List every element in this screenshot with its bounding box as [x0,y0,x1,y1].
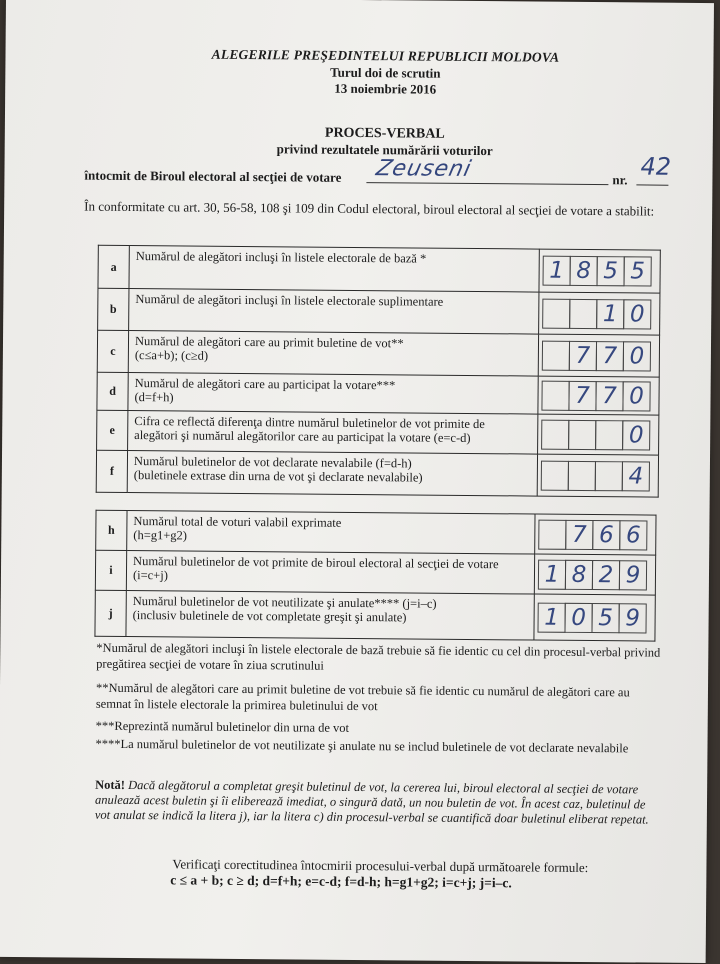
results-table-2 [94,510,656,642]
election-date: 13 noiembrie 2016 [334,80,437,97]
digit-boxes [539,519,655,550]
digit-box: 4 [622,461,650,491]
digit-box: 6 [619,520,647,550]
row-letter: c [97,330,128,372]
digit-boxes [538,602,654,633]
digit-boxes [539,559,655,590]
row-letter: h [96,510,127,550]
digit-box: 6 [592,520,620,550]
table-row-c [97,330,659,377]
digit-box [595,461,623,491]
row-text: Numărul de alegători incluşi în listele electorale de bază * [135,249,427,266]
row-description [126,550,534,594]
row-letter: j [95,590,126,636]
row-letter: f [96,450,127,492]
row-description [127,510,535,554]
station-number-line [636,184,668,185]
row-formula: (d=f+h) [134,390,174,405]
row-value [538,376,659,415]
note-paragraph [95,778,663,828]
digit-box: 7 [595,381,623,411]
row-text: Cifra ce reflectă diferenţa dintre numărul buletinelor de vot primite de alegători şi numărul alegătorilor care au participat la votare (e=c-d) [134,414,485,445]
digit-box [542,298,570,328]
digit-box: 8 [565,559,593,589]
digit-box: 7 [568,380,596,410]
drawn-by-label: întocmit de Biroul electoral al secţiei de votare [84,167,342,185]
digit-box: 1 [538,559,566,589]
station-number-handwritten: 42 [640,152,672,181]
table-row-b [98,288,660,335]
note-label: Notă! [95,777,126,792]
row-value [535,514,656,555]
digit-box: 8 [570,256,598,286]
footnote-4: ****La numărul buletinelor de vot neutilizate şi anulate nu se includ buletinele de vot declarate nevalabile [95,736,629,756]
row-value [534,594,655,641]
digit-box [541,460,569,490]
row-description [128,410,538,454]
row-description [126,590,534,640]
digit-box: 1 [596,299,624,329]
footnote-1: *Numărul de alegători incluşi în listele electorale de bază trebuie să fie identic cu cel din procesul-verbal privind pregătirea secţiei de votare în ziua scrutinului [96,640,661,673]
station-name-handwritten: Zeuseni [373,156,474,182]
digit-box: 7 [569,340,597,370]
digit-box [569,298,597,328]
digit-box [541,380,569,410]
digit-box: 9 [619,560,647,590]
table-row-h [96,510,656,555]
verification-formulas: c ≤ a + b; c ≥ d; d=f+h; e=c-d; f=d-h; h=g1+g2; i=c+j; j=i–c. [170,872,512,891]
row-value [539,292,660,335]
row-letter: d [97,372,128,410]
digit-box [542,340,570,370]
row-text: Numărul de alegători care au primit buletine de vot** [134,334,404,351]
row-formula: (c≤a+b); (c≥d) [134,348,209,363]
row-formula: (inclusiv buletinele de vot completate greşit şi anulate) [132,608,407,625]
footnote-3: ***Reprezintă numărul buletinelor din urna de vot [95,718,350,735]
row-description [127,450,537,496]
table-row-i [95,550,655,595]
row-formula: (buletinele extrase din urna de vot şi declarate nevalabile) [133,468,423,485]
row-description [128,372,538,414]
digit-box: 5 [597,256,625,286]
row-value [538,334,659,377]
digit-box [538,519,566,549]
digit-box: 1 [537,602,565,632]
digit-boxes [544,256,660,287]
row-letter: i [95,550,126,590]
digit-boxes [543,298,659,329]
table-row-f [96,450,658,497]
row-text: Numărul buletinelor de vot declarate nevalabile (f=d-h) [133,454,412,471]
row-text: Numărul de alegători incluşi în listele electorale suplimentare [135,292,444,309]
verification-text: Verificaţi corectitudinea întocmirii procesului-verbal după următoarele formule: [172,856,589,876]
row-value [534,554,655,595]
digit-box: 5 [591,603,619,633]
row-text: Numărul buletinelor de vot primite de biroul electoral al secţiei de votare (i=c+j) [132,554,499,583]
row-value [539,249,660,293]
note-text: Dacă alegătorul a completat greşit buletinul de vot, la cererea lui, biroul electoral al secţiei de votare anulează acest buletin şi îi eliberează imediat, o singură dată, un nou buletin de vot. În acest caz, buletinul de vot anulat se indică la litera j), iar la litera c) din procesul-verbal se cuantifică doar buletinul eliberat repetat. [94,778,649,827]
station-name-line [366,182,608,185]
digit-box: 9 [618,603,646,633]
digit-box: 7 [596,341,624,371]
results-table-1 [96,245,661,498]
row-value [538,414,659,455]
table-row-a [98,245,660,293]
row-letter: e [97,410,128,450]
table-row-j [95,590,655,641]
row-value [537,454,658,497]
election-title: ALEGERILE PREŞEDINTELUI REPUBLICII MOLDOVA [211,46,560,65]
digit-box: 0 [623,299,651,329]
digit-box: 0 [622,381,650,411]
document-subtitle: privind rezultatele numărării voturilor [276,141,493,159]
digit-boxes [543,340,659,371]
station-number-label: nr. [612,172,628,188]
row-text: Numărul buletinelor de vot neutilizate şi anulate**** (j=i–c) [132,594,437,611]
row-description [128,330,538,376]
intro-paragraph: În conformitate cu art. 30, 56-58, 108 şi 109 din Codul electoral, biroul electoral al secţiei de votare a stabilit: [84,198,655,219]
row-letter: b [98,288,129,330]
digit-box: 0 [564,602,592,632]
digit-box: 0 [622,420,650,450]
digit-boxes [542,419,658,450]
digit-box [595,420,623,450]
row-formula: (h=g1+g2) [133,528,188,543]
row-text: Numărul de alegători care au participat la votare*** [134,376,396,393]
digit-box: 5 [624,256,652,286]
digit-box [568,460,596,490]
digit-box: 0 [623,341,651,371]
row-description [129,288,539,334]
digit-box [568,419,596,449]
digit-boxes [542,380,658,411]
row-letter: a [98,245,129,288]
table-row-d [97,372,659,415]
digit-box: 1 [543,256,571,286]
footnote-2: **Numărul de alegători care au primit buletine de vot trebuie să fie identic cu numărul de alegători care au semnat în listele electorale la primirea buletinului de vot [95,680,630,714]
row-description [129,245,539,292]
digit-box [541,419,569,449]
digit-boxes [542,460,658,491]
table-row-e [97,410,659,455]
row-text: Numărul total de voturi valabil exprimate [133,514,342,530]
round-label: Turul doi de scrutin [330,64,441,81]
document-title: PROCES-VERBAL [324,125,445,142]
digit-box: 2 [592,560,620,590]
digit-box: 7 [565,519,593,549]
